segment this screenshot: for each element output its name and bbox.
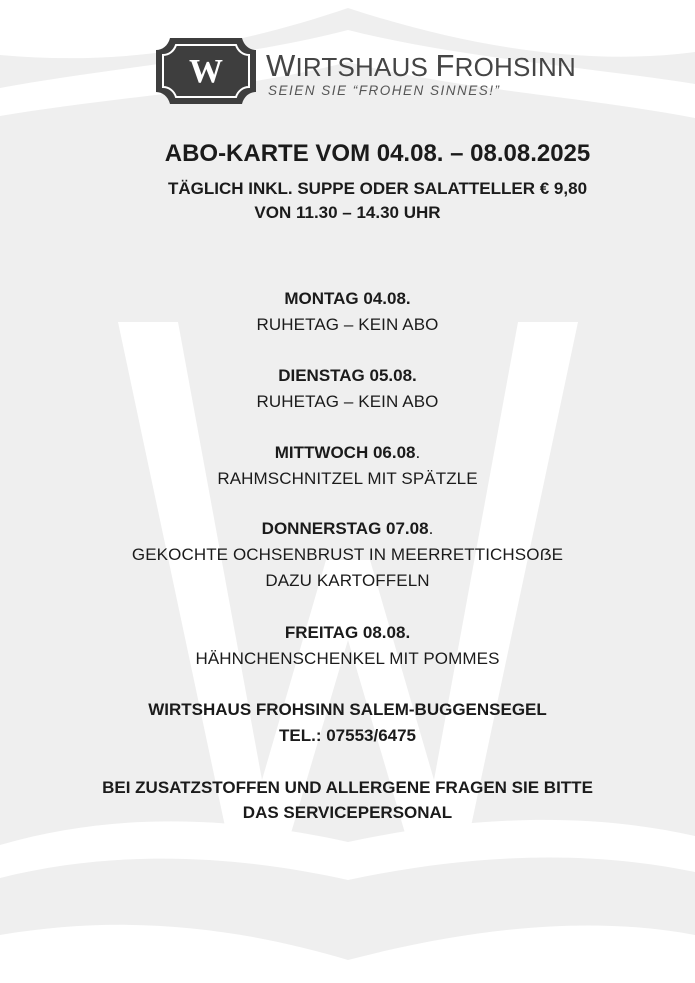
brand-name	[266, 48, 576, 84]
brand-initial-2: F	[435, 48, 455, 83]
menu-day-title: FREITAG 08.08.	[284, 623, 411, 642]
hours-line: VON 11.30 – 14.30 UHR	[254, 203, 441, 222]
badge-letter: W	[189, 53, 223, 90]
menu-day-title: MITTWOCH 06.08.	[274, 443, 421, 462]
brand-name-part-1: IRTSHAUS	[295, 52, 436, 82]
brand-name-part-2: ROHSINN	[454, 52, 576, 82]
menu-day-meal: RUHETAG – KEIN ABO	[256, 315, 439, 334]
menu-day-meal: HÄHNCHENSCHENKEL MIT POMMES	[195, 649, 500, 668]
w-badge-icon	[156, 38, 256, 104]
menu-day-meal: DAZU KARTOFFELN	[265, 571, 430, 590]
logo	[156, 36, 576, 108]
menu-day-meal: RAHMSCHNITZEL MIT SPÄTZLE	[217, 469, 478, 488]
menu-day-title: DONNERSTAG 07.08.	[261, 519, 434, 538]
brand-initial-1: W	[266, 48, 296, 83]
restaurant-address: WIRTSHAUS FROHSINN SALEM-BUGGENSEGEL	[148, 700, 547, 719]
brand-slogan: SEIEN SIE “FROHEN SINNES!”	[268, 83, 501, 98]
menu-day-meal: GEKOCHTE OCHSENBRUST IN MEERRETTICHSOẞE	[131, 545, 564, 564]
allergen-notice: BEI ZUSATZSTOFFEN UND ALLERGENE FRAGEN SIE BITTE	[102, 778, 593, 797]
menu-day-title: MONTAG 04.08.	[284, 289, 411, 308]
allergen-notice-cont: DAS SERVICEPERSONAL	[242, 803, 453, 822]
page-title: ABO-KARTE VOM 04.08. – 08.08.2025	[164, 140, 591, 167]
menu-day-title: DIENSTAG 05.08.	[278, 366, 417, 385]
price-line: TÄGLICH INKL. SUPPE ODER SALATTELLER € 9,80	[167, 179, 588, 198]
phone-number: TEL.: 07553/6475	[278, 726, 417, 745]
menu-day-meal: RUHETAG – KEIN ABO	[256, 392, 439, 411]
